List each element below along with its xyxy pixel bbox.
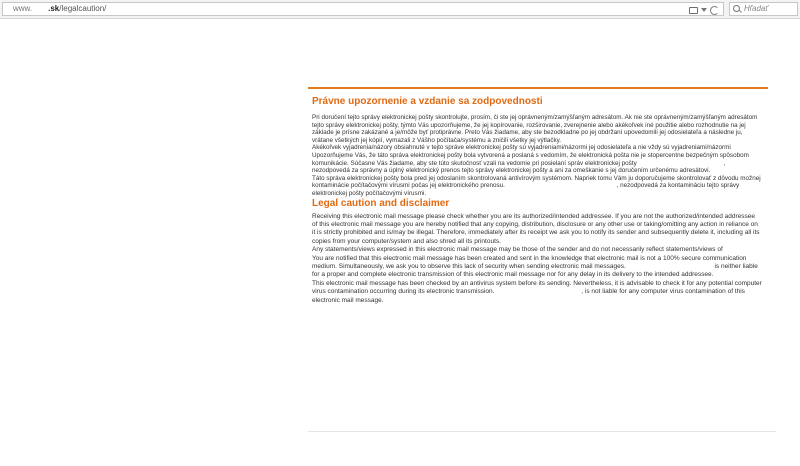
en-paragraph-4a: This electronic mail message has been checked by an antivirus system before its sending. Nevertheless, it is advisable to check it for any potential computer virus contamination occurring during its electronic transmission. [312, 279, 762, 296]
address-bar-icons [689, 4, 719, 16]
en-paragraph-3b: is neither liable for a proper and complete electronic transmission of this electronic mail message nor for any delay in its delivery to the intended addressee. [312, 262, 758, 279]
en-paragraph-1: Receiving this electronic mail message please check whether you are its authorized/intended addressee. If you are not the authorized/intended addressee of this electronic mail message you are hereby notified that any copying, distribution, disclosure or any other use or taking/omitting any action in reliance on it is strictly prohibited and is/may be illegal. Therefore, immediately after its receipt we ask you to notify its sender and subsequently delete it, including all its copies from your computer/system and also shred all its printouts. [312, 212, 760, 245]
en-paragraph-4 [312, 280, 762, 305]
search-placeholder: Hľadať [744, 4, 769, 13]
en-paragraph-4b: , is not liable for any computer virus contamination of this electronic mail message. [312, 288, 745, 304]
reload-icon[interactable] [710, 6, 719, 15]
sk-heading: Právne upozornenie a vzdanie sa zodpovednosti [312, 96, 543, 107]
url-domain: .sk [48, 4, 60, 13]
sk-text [312, 114, 762, 198]
search-icon [733, 5, 740, 12]
footer-divider [308, 431, 776, 432]
url-path: /legalcaution/ [59, 4, 107, 13]
reader-view-icon[interactable] [689, 7, 698, 14]
address-bar[interactable] [2, 2, 724, 16]
sk-paragraph-3 [312, 152, 762, 175]
sk-paragraph-4b: , [616, 182, 619, 190]
sk-paragraph-4c: nezodpovedá za kontamináciu tejto správy elektronickej pošty počítačovými vírusmi. [312, 182, 740, 197]
search-input[interactable] [729, 2, 798, 16]
sk-paragraph-4 [312, 175, 762, 198]
legal-caution-panel [308, 87, 768, 305]
sk-paragraph-3b: , nezodpovedá za správny a úplný elektronický prenos tejto správy elektronickej pošty a ani za omeškanie s jej doručením určenému adresátovi. [312, 159, 726, 175]
browser-toolbar [0, 0, 800, 19]
en-paragraph-3 [312, 255, 762, 280]
en-text [312, 213, 762, 305]
sk-paragraph-4a: Táto správa elektronickej pošty bola pred jej odoslaním skontrolovaná antivírovým systémom. Napriek tomu Vám ju doporučujeme skontrolovať z dôvodu možnej kontaminácie počítačovými vírusmi počas jej elektronického prenosu. [312, 174, 761, 190]
sk-paragraph-3a: Upozorňujeme Vás, že táto správa elektronickej pošty bola vytvorená a poslaná s vedomím, že elektronická pošta nie je stopercentne bezpečným spôsobom komunikácie. Súčasne Vás žiadame, aby ste túto skutočnosť vzali na vedomie pri posielaní správ elektronickej pošty [312, 151, 749, 167]
sk-paragraph-2: Akékoľvek vyjadrenia/názory obsiahnuté v tejto správe elektronickej pošty sú vyjadreniami/názormi jej odosielateľa a nie vždy sú vyjadreniami/názormi [312, 144, 731, 152]
sk-paragraph-1: Pri doručení tejto správy elektronickej pošty skontrolujte, prosím, či ste jej oprávneným/zamýšľaným adresátom. Ak nie ste oprávneným/zamýšľaným adresátom tejto správy elektronickej pošty, týmto Vás upozorňujeme, že jej kopírovanie, rozširovanie, zverejnenie alebo akékoľvek iné použitie alebo rozhodnutie na jej základe je prísne zakázané a je/môže byť protiprávne. Preto Vás žiadame, aby ste bezodkladne po jej obdržaní upovedomili jej odosielateľa a následne ju, vrátane všetkých jej kópií, vymazali z Vášho počítača/systému a zničili všetky jej výtlačky. [312, 114, 758, 144]
en-paragraph-3a: You are notified that this electronic mail message has been created and sent in the knowledge that electronic mail is not a 100% secure communication medium. Simultaneously, we ask you to observe this lack of security when sending electronic mail messages. [312, 254, 747, 270]
en-paragraph-2: Any statements/views expressed in this electronic mail message may be those of the sender and do not necessarily reflect statements/views of [312, 246, 723, 254]
dropdown-arrow-icon[interactable] [701, 8, 707, 12]
url-prefix: www. [13, 4, 33, 13]
en-heading: Legal caution and disclaimer [312, 197, 450, 209]
